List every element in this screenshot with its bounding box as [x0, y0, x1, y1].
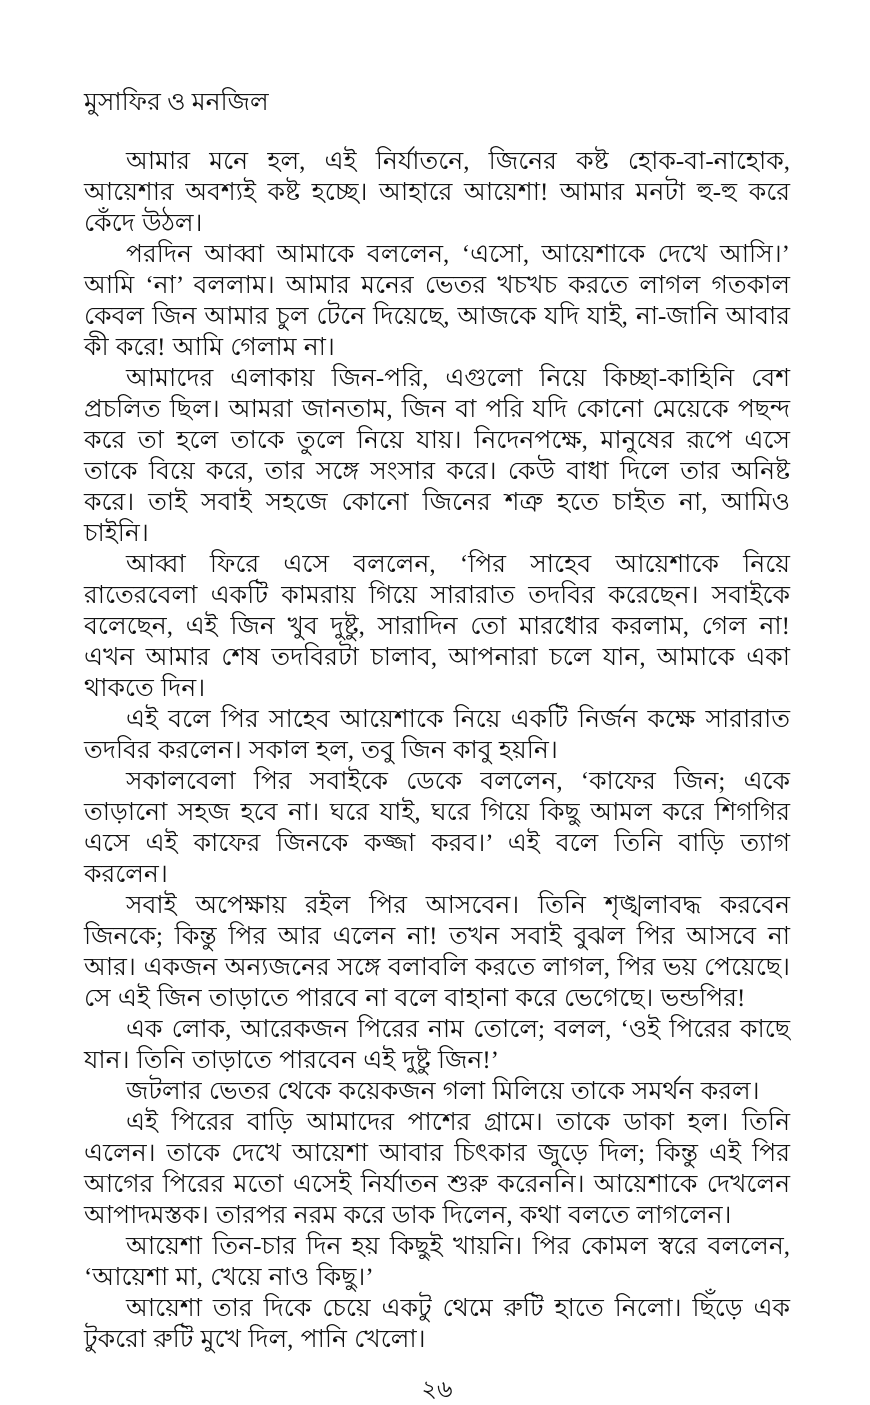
running-header: মুসাফির ও মনজিল [84, 89, 269, 116]
paragraph: আয়েশা তিন-চার দিন হয় কিছুই খায়নি। পির কোমল স্বরে বললেন, ‘আয়েশা মা, খেয়ে নাও কিছু।’ [84, 1233, 790, 1291]
paragraph: আব্বা ফিরে এসে বললেন, ‘পির সাহেব আয়েশাকে নিয়ে রাতেরবেলা একটি কামরায় গিয়ে সারারাত তদবির করেছেন। সবাইকে বলেছেন, এই জিন খুব দুষ্টু, সারাদিন তো মারধোর করলাম, গেল না! এখন আমার শেষ তদবিরটা চালাব, আপনারা চলে যান, আমাকে একা থাকতে দিন। [84, 551, 790, 702]
paragraph: পরদিন আব্বা আমাকে বললেন, ‘এসো, আয়েশাকে দেখে আসি।’ আমি ‘না’ বললাম। আমার মনের ভেতর খচখচ করতে লাগল গতকাল কেবল জিন আমার চুল টেনে দিয়েছে, আজকে যদি যাই, না-জানি আবার কী করে! আমি গেলাম না। [84, 241, 790, 361]
paragraph: আয়েশা তার দিকে চেয়ে একটু থেমে রুটি হাতে নিলো। ছিঁড়ে এক টুকরো রুটি মুখে দিল, পানি খেলো। [84, 1295, 790, 1353]
paragraph: আমার মনে হল, এই নির্যাতনে, জিনের কষ্ট হোক-বা-নাহোক, আয়েশার অবশ্যই কষ্ট হচ্ছে। আহারে আয়েশা! আমার মনটা হু-হু করে কেঁদে উঠল। [84, 148, 790, 237]
paragraph: এই পিরের বাড়ি আমাদের পাশের গ্রামে। তাকে ডাকা হল। তিনি এলেন। তাকে দেখে আয়েশা আবার চিৎকার জুড়ে দিল; কিন্তু এই পির আগের পিরের মতো এসেই নির্যাতন শুরু করেননি। আয়েশাকে দেখলেন আপাদমস্তক। তারপর নরম করে ডাক দিলেন, কথা বলতে লাগলেন। [84, 1109, 790, 1229]
body-text [84, 146, 790, 1355]
page-number: ২৬ [421, 1377, 453, 1403]
paragraph: এই বলে পির সাহেব আয়েশাকে নিয়ে একটি নির্জন কক্ষে সারারাত তদবির করলেন। সকাল হল, তবু জিন কাবু হয়নি। [84, 706, 790, 764]
paragraph: জটলার ভেতর থেকে কয়েকজন গলা মিলিয়ে তাকে সমর্থন করল। [126, 1078, 760, 1105]
paragraph: এক লোক, আরেকজন পিরের নাম তোলে; বলল, ‘ওই পিরের কাছে যান। তিনি তাড়াতে পারবেন এই দুষ্টু জিন!’ [84, 1016, 790, 1074]
paragraph: সকালবেলা পির সবাইকে ডেকে বললেন, ‘কাফের জিন; একে তাড়ানো সহজ হবে না। ঘরে যাই, ঘরে গিয়ে কিছু আমল করে শিগগির এসে এই কাফের জিনকে কজ্জা করব।’ এই বলে তিনি বাড়ি ত্যাগ করলেন। [84, 768, 790, 888]
paragraph: আমাদের এলাকায় জিন-পরি, এগুলো নিয়ে কিচ্ছা-কাহিনি বেশ প্রচলিত ছিল। আমরা জানতাম, জিন বা পরি যদি কোনো মেয়েকে পছন্দ করে তা হলে তাকে তুলে নিয়ে যায়। নিদেনপক্ষে, মানুষের রূপে এসে তাকে বিয়ে করে, তার সঙ্গে সংসার করে। কেউ বাধা দিলে তার অনিষ্ট করে। তাই সবাই সহজে কোনো জিনের শত্রু হতে চাইত না, আমিও চাইনি। [84, 365, 790, 547]
paragraph: সবাই অপেক্ষায় রইল পির আসবেন। তিনি শৃঙ্খলাবদ্ধ করবেন জিনকে; কিন্তু পির আর এলেন না! তখন সবাই বুঝল পির আসবে না আর। একজন অন্যজনের সঙ্গে বলাবলি করতে লাগল, পির ভয় পেয়েছে। সে এই জিন তাড়াতে পারবে না বলে বাহানা করে ভেগেছে। ভন্ডপির! [84, 892, 790, 1012]
